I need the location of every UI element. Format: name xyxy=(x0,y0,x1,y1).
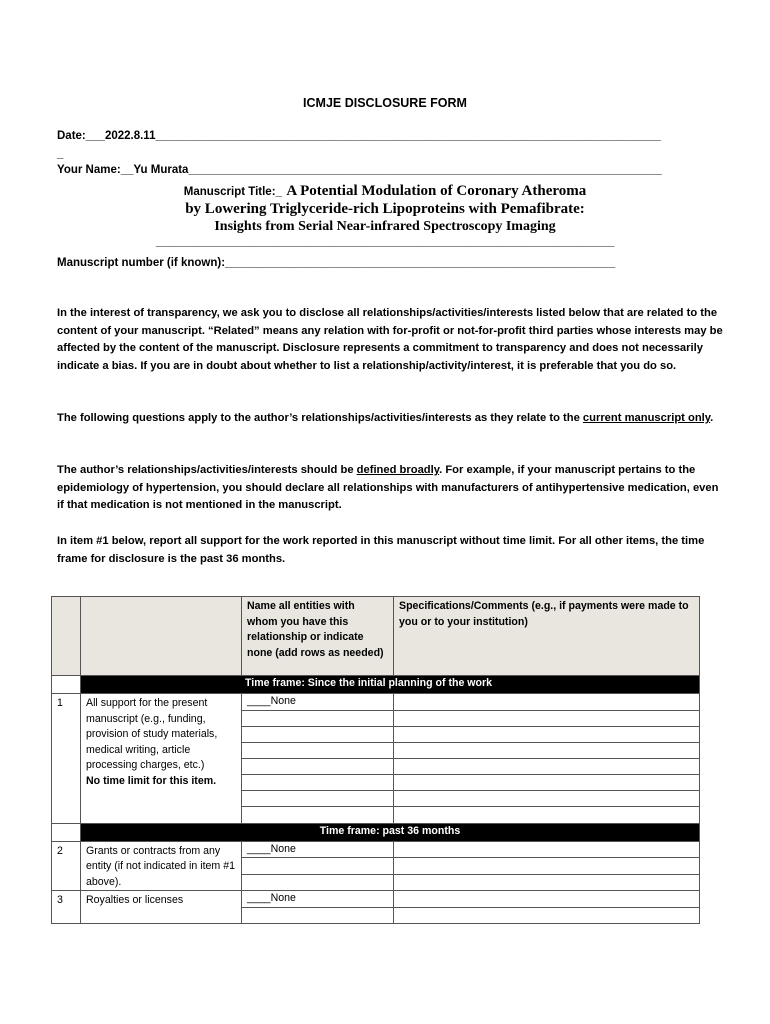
item-number: 1 xyxy=(52,694,81,824)
manuscript-title-text-2: by Lowering Triglyceride-rich Lipoproteins with Pemafibrate: xyxy=(185,201,585,217)
entity-cell[interactable]: ____None xyxy=(242,841,394,858)
header-entities: Name all entities with whom you have this relationship or indicate none (add rows as needed) xyxy=(242,597,394,676)
entity-cell[interactable] xyxy=(242,907,394,923)
comment-cell[interactable] xyxy=(394,726,700,742)
broad-definition-paragraph: The author’s relationships/activities/interests should be defined broadly. For example, if your manuscript pertains to the epidemiology of hypertension, you should declare all relationships with manufacturers of antihypertensive medication, even if that medication is not mentioned in the manuscript. xyxy=(57,464,719,512)
no-time-limit-note: No time limit for this item. xyxy=(86,774,217,787)
defined-broadly-emphasis: defined broadly xyxy=(356,464,440,476)
table-row xyxy=(52,841,700,858)
entity-cell[interactable] xyxy=(242,790,394,806)
item-description: All support for the present manuscript (e.g., funding, provision of study materials, medical writing, article processing charges, etc.) No time limit for this item. xyxy=(81,694,242,824)
comment-cell[interactable] xyxy=(394,774,700,790)
date-field-wrap: _ xyxy=(57,148,64,160)
form-title: ICMJE DISCLOSURE FORM xyxy=(303,96,467,110)
comment-cell[interactable] xyxy=(394,758,700,774)
comment-cell[interactable] xyxy=(394,858,700,874)
entity-cell[interactable] xyxy=(242,758,394,774)
header-desc-cell xyxy=(81,597,242,676)
entity-cell[interactable] xyxy=(242,874,394,890)
table-header-row xyxy=(52,597,700,676)
entity-cell[interactable]: ____None xyxy=(242,694,394,711)
manuscript-title-underline: __________________________________________________________________________ xyxy=(155,236,615,248)
your-name-field[interactable]: Your Name:__Yu Murata__________________________________________________________________________ xyxy=(57,164,662,176)
item-description: Royalties or licenses xyxy=(81,891,242,924)
comment-cell[interactable] xyxy=(394,710,700,726)
entity-cell[interactable] xyxy=(242,806,394,823)
manuscript-title-text-1: A Potential Modulation of Coronary Atheroma xyxy=(286,183,587,199)
entity-cell[interactable] xyxy=(242,774,394,790)
comment-cell[interactable] xyxy=(394,891,700,908)
time-frame-band-36-months: Time frame: past 36 months xyxy=(52,823,700,841)
table-row xyxy=(52,694,700,711)
entity-cell[interactable]: ____None xyxy=(242,891,394,908)
header-comments: Specifications/Comments (e.g., if payments were made to you or to your institution) xyxy=(394,597,700,676)
manuscript-number-field[interactable]: Manuscript number (if known):_____________________________________________________________ xyxy=(57,257,616,269)
item-number: 3 xyxy=(52,891,81,924)
comment-cell[interactable] xyxy=(394,806,700,823)
manuscript-title-line-1[interactable] xyxy=(0,182,770,200)
comment-cell[interactable] xyxy=(394,841,700,858)
time-frame-paragraph: In item #1 below, report all support for the work reported in this manuscript without time limit. For all other items, the time frame for disclosure is the past 36 months. xyxy=(57,535,705,565)
entity-cell[interactable] xyxy=(242,742,394,758)
time-frame-band-initial: Time frame: Since the initial planning of the work xyxy=(52,676,700,694)
entity-cell[interactable] xyxy=(242,726,394,742)
entity-cell[interactable] xyxy=(242,710,394,726)
comment-cell[interactable] xyxy=(394,694,700,711)
item-number: 2 xyxy=(52,841,81,891)
transparency-paragraph: In the interest of transparency, we ask you to disclose all relationships/activities/interests listed below that are related to the content of your manuscript. “Related” means any relation with for-profit or not-for-profit third parties whose interests may be affected by the content of the manuscript. Disclosure represents a commitment to transparency and does not necessarily indicate a bias. If you are in doubt about whether to list a relationship/activity/interest, it is preferable that you do so. xyxy=(57,307,723,372)
header-num-cell xyxy=(52,597,81,676)
item-description: Grants or contracts from any entity (if not indicated in item #1 above). xyxy=(81,841,242,891)
current-manuscript-emphasis: current manuscript only xyxy=(582,412,711,424)
date-field[interactable]: Date:___2022.8.11_______________________________________________________________________________ xyxy=(57,130,661,142)
table-row xyxy=(52,891,700,908)
comment-cell[interactable] xyxy=(394,742,700,758)
entity-cell[interactable] xyxy=(242,858,394,874)
disclosure-table xyxy=(51,596,700,924)
scope-paragraph: The following questions apply to the author’s relationships/activities/interests as they relate to the current manuscript only. xyxy=(57,412,714,424)
comment-cell[interactable] xyxy=(394,874,700,890)
comment-cell[interactable] xyxy=(394,907,700,923)
comment-cell[interactable] xyxy=(394,790,700,806)
manuscript-title-label: Manuscript Title:_ xyxy=(183,186,282,198)
manuscript-title-text-3: Insights from Serial Near-infrared Spectroscopy Imaging xyxy=(214,219,556,234)
